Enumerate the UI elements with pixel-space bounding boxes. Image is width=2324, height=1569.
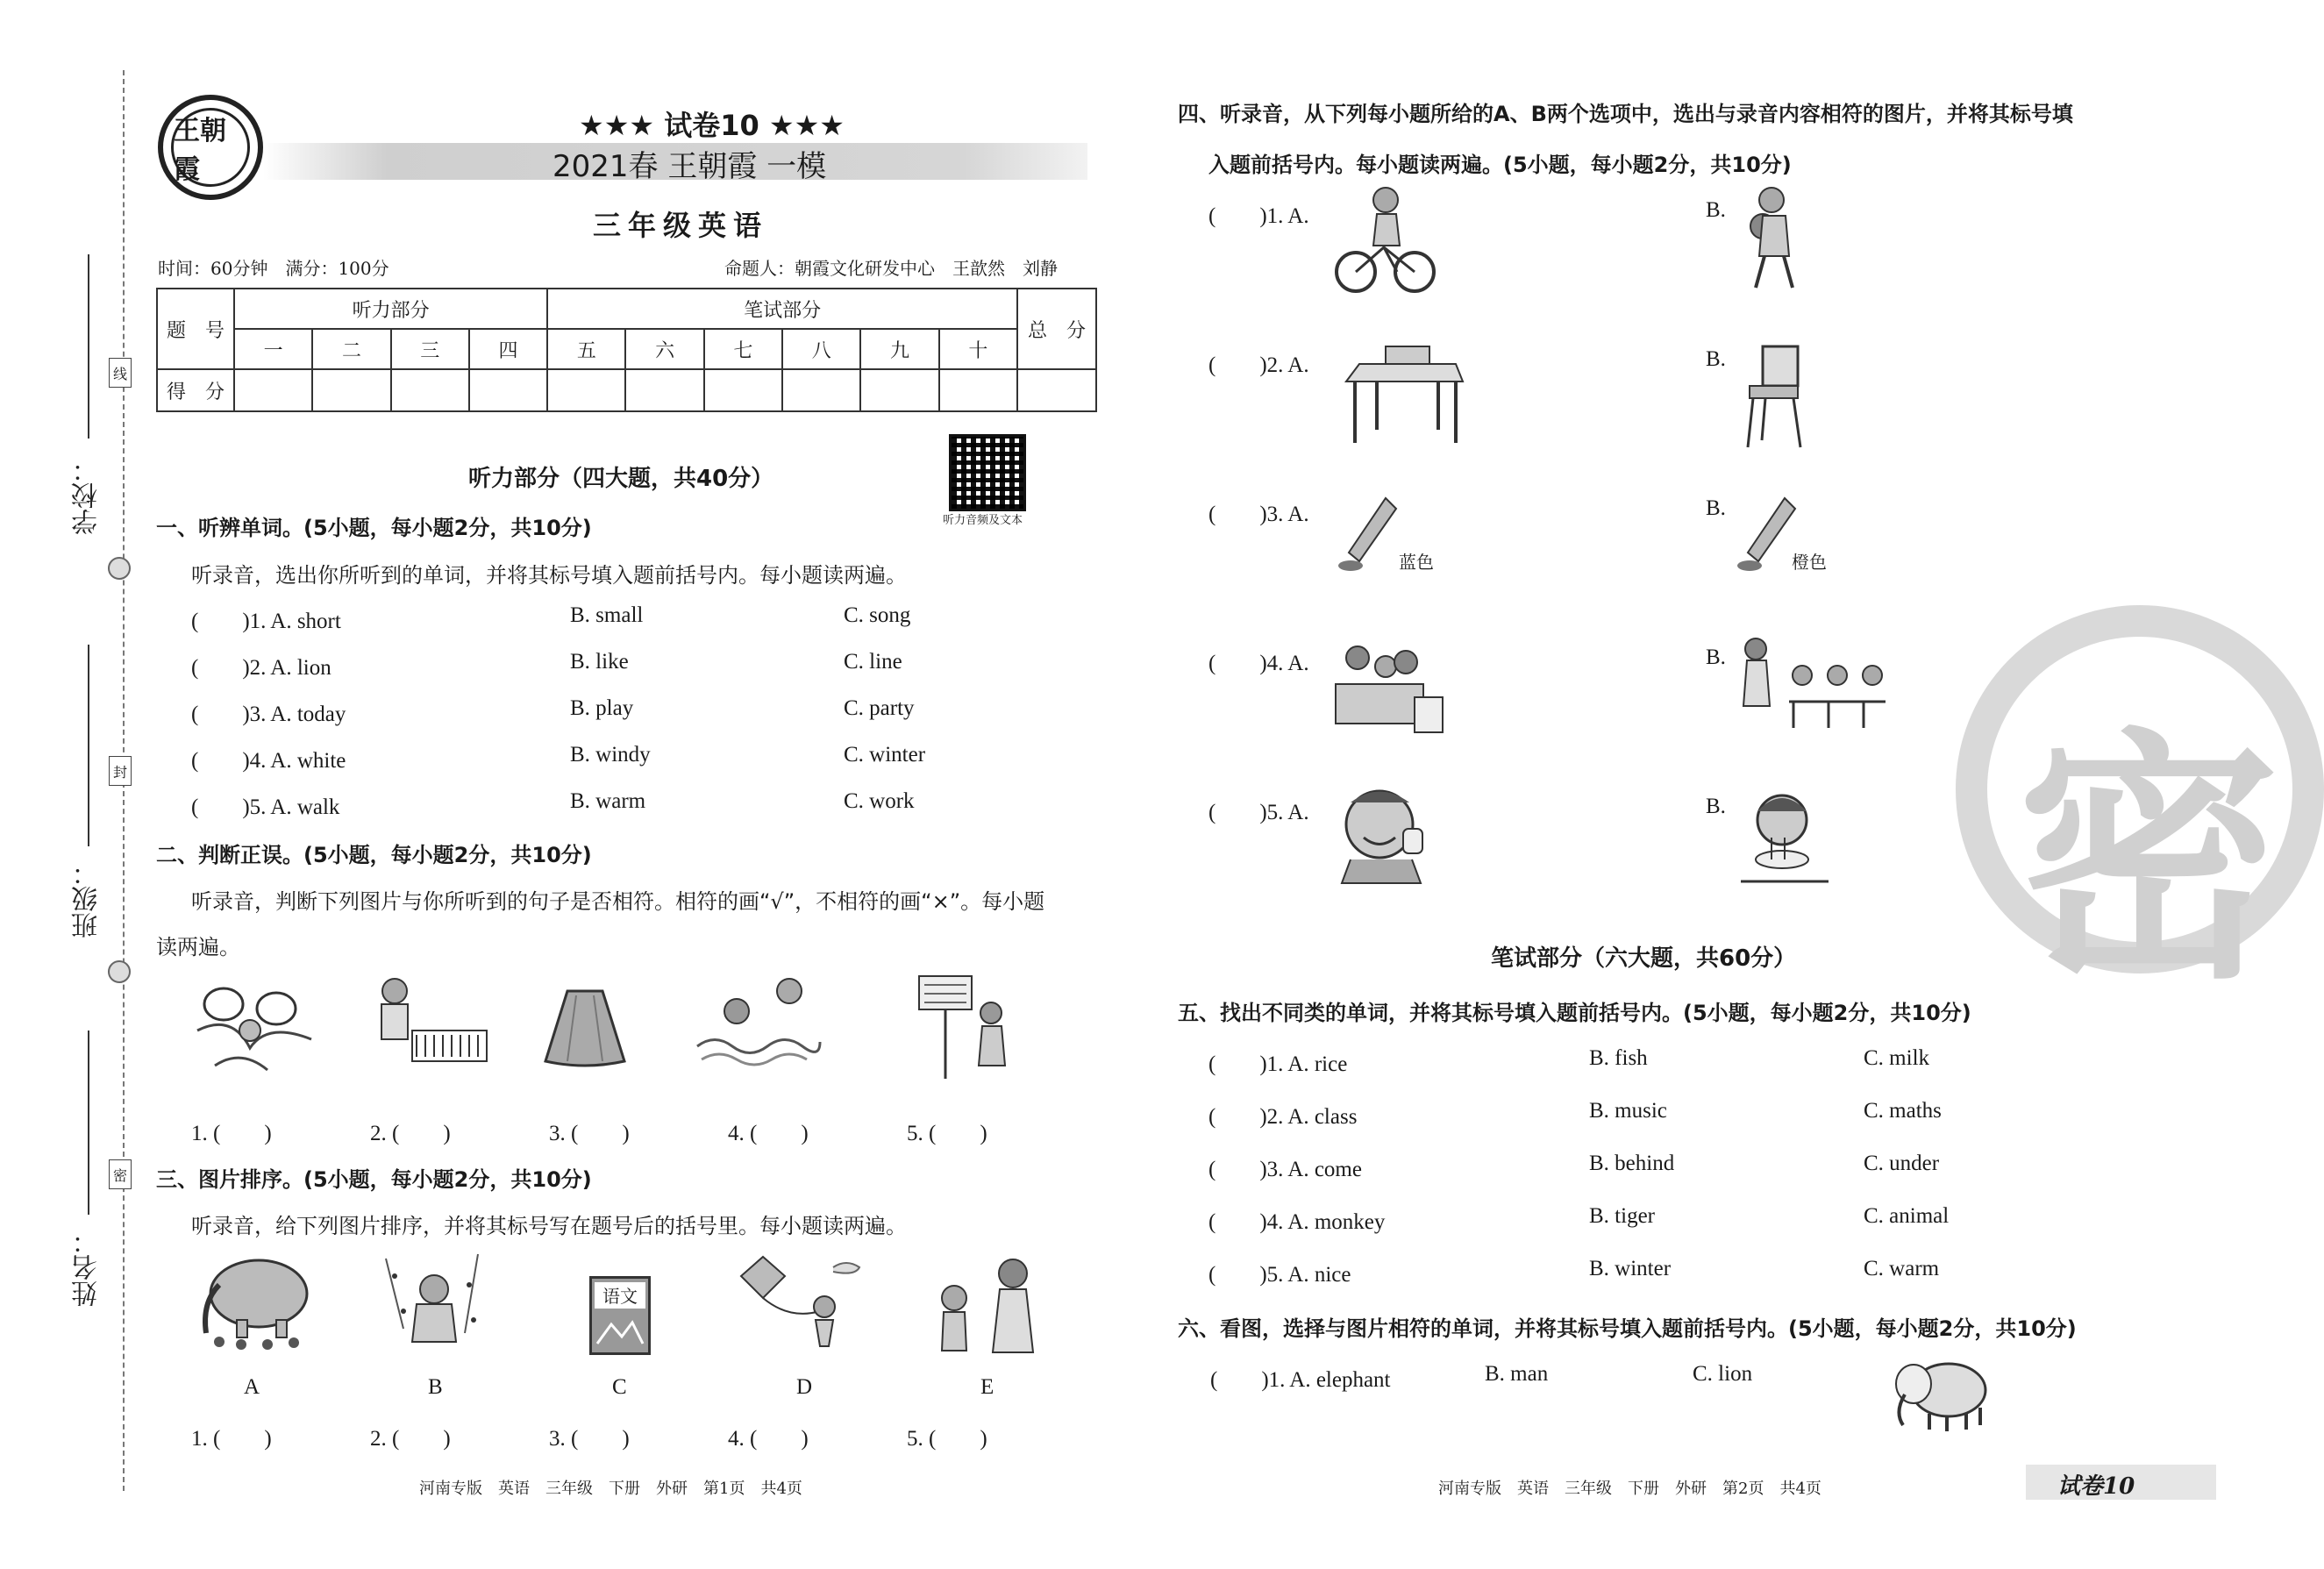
writing-header: 笔试部分 xyxy=(547,289,1017,329)
q1-item-4-option-b[interactable]: B. windy xyxy=(570,743,651,767)
q5-item-1-option-b[interactable]: B. fish xyxy=(1589,1046,1648,1070)
margin-tag-seal: 封 xyxy=(109,756,132,786)
q4-item-3-option-a[interactable]: ( )3. A. xyxy=(1208,503,1309,526)
q4-item-5-option-b[interactable]: B. xyxy=(1706,795,1726,818)
q5-item-5-option-b[interactable]: B. winter xyxy=(1589,1257,1672,1280)
score-cell[interactable] xyxy=(469,369,547,411)
q5-item-3-option-a[interactable]: ( )3. A. come xyxy=(1208,1158,1362,1181)
q2-answer-2[interactable]: 2. ( ) xyxy=(370,1122,451,1145)
name-field-line[interactable] xyxy=(88,1031,89,1215)
snowy-boy-picture xyxy=(377,1250,491,1351)
q5-item-2-option-a[interactable]: ( )2. A. class xyxy=(1208,1105,1358,1129)
score-cell[interactable] xyxy=(391,369,469,411)
skirt-picture xyxy=(537,978,633,1074)
q1-instruction: 听录音，选出你所听到的单词，并将其标号填入题前括号内。每小题读两遍。 xyxy=(191,563,907,588)
binding-hole-icon xyxy=(108,557,131,580)
table-col-10: 十 xyxy=(939,329,1017,369)
class-field-line[interactable] xyxy=(88,645,89,846)
blue-label: 蓝色 xyxy=(1399,552,1434,573)
mother-son-picture xyxy=(930,1254,1044,1355)
q5-title: 五、找出不同类的单词，并将其标号填入题前括号内。(5小题，每小题2分，共10分) xyxy=(1178,1001,1971,1025)
table-col-2: 二 xyxy=(312,329,390,369)
q1-item-3-option-b[interactable]: B. play xyxy=(570,696,634,720)
score-cell[interactable] xyxy=(860,369,938,411)
q5-item-3-option-c[interactable]: C. under xyxy=(1864,1152,1940,1175)
brand-logo xyxy=(158,95,263,200)
q1-item-3-option-a[interactable]: ( )3. A. today xyxy=(191,702,346,726)
footer-right: 河南专版 英语 三年级 下册 外研 第2页 共4页 xyxy=(1438,1480,1821,1498)
score-cell[interactable] xyxy=(939,369,1017,411)
table-col-6: 六 xyxy=(625,329,703,369)
piano-girl-picture xyxy=(360,969,491,1083)
score-cell[interactable] xyxy=(782,369,860,411)
q6-item-1-option-a[interactable]: ( )1. A. elephant xyxy=(1210,1368,1391,1392)
q3-picture-letter-c: C xyxy=(612,1375,627,1399)
q4-item-4-option-a[interactable]: ( )4. A. xyxy=(1208,652,1309,675)
orange-label: 橙色 xyxy=(1792,552,1827,573)
score-cell[interactable] xyxy=(312,369,390,411)
q1-item-5-option-c[interactable]: C. work xyxy=(844,789,915,813)
table-col-3: 三 xyxy=(391,329,469,369)
swimming-picture xyxy=(693,972,824,1073)
q1-item-2-option-c[interactable]: C. line xyxy=(844,650,902,674)
total-score-cell[interactable] xyxy=(1017,369,1096,411)
book-cover-icon xyxy=(592,1309,648,1352)
q3-answer-2[interactable]: 2. ( ) xyxy=(370,1427,451,1451)
time-score: 时间：60分钟 满分：100分 xyxy=(158,258,389,279)
q3-answer-4[interactable]: 4. ( ) xyxy=(728,1427,809,1451)
elephant-picture xyxy=(184,1250,316,1351)
class-label: 班级： xyxy=(72,859,103,938)
listening-header: 听力部分 xyxy=(234,289,547,329)
margin-tag-line: 线 xyxy=(109,358,132,388)
boy-bike-picture xyxy=(1331,184,1436,298)
table-col-5: 五 xyxy=(547,329,625,369)
table-col-4: 四 xyxy=(469,329,547,369)
q1-item-1-option-a[interactable]: ( )1. A. short xyxy=(191,610,341,633)
binding-hole-icon xyxy=(108,960,131,983)
chinese-book-picture xyxy=(589,1276,651,1355)
question-number-label: 题 号 xyxy=(157,289,234,369)
q4-title: 四、听录音，从下列每小题所给的A、B两个选项中，选出与录音内容相符的图片，并将其标号填 xyxy=(1178,102,2073,126)
q4-item-1-option-a[interactable]: ( )1. A. xyxy=(1208,204,1309,228)
listening-section-title: 听力部分（四大题，共40分） xyxy=(468,466,774,492)
q3-answer-1[interactable]: 1. ( ) xyxy=(191,1427,272,1451)
q1-item-4-option-a[interactable]: ( )4. A. white xyxy=(191,749,346,773)
kite-picture xyxy=(737,1250,868,1355)
baby-elephant-picture xyxy=(1886,1351,1995,1434)
boy-noodles-picture xyxy=(1736,785,1833,890)
chair-picture xyxy=(1741,342,1811,452)
q3-answer-3[interactable]: 3. ( ) xyxy=(549,1427,630,1451)
monkeys-picture xyxy=(180,969,320,1083)
q2-answer-1[interactable]: 1. ( ) xyxy=(191,1122,272,1145)
q2-answer-3[interactable]: 3. ( ) xyxy=(549,1122,630,1145)
q1-title: 一、听辨单词。(5小题，每小题2分，共10分) xyxy=(156,516,592,540)
classroom-picture xyxy=(1736,636,1894,737)
table-col-1: 一 xyxy=(234,329,312,369)
q2-title: 二、判断正误。(5小题，每小题2分，共10分) xyxy=(156,843,592,867)
q5-item-3-option-b[interactable]: B. behind xyxy=(1589,1152,1675,1175)
q1-item-5-option-a[interactable]: ( )5. A. walk xyxy=(191,795,340,819)
q5-item-5-option-a[interactable]: ( )5. A. nice xyxy=(1208,1263,1351,1287)
q4-item-2-option-a[interactable]: ( )2. A. xyxy=(1208,353,1309,377)
watermark-seal-char: 密 xyxy=(2017,708,2280,1014)
q1-item-4-option-c[interactable]: C. winter xyxy=(844,743,926,767)
writing-section-title: 笔试部分（六大题，共60分） xyxy=(1491,945,1797,972)
subject-title: 三年级英语 xyxy=(593,209,769,242)
qr-code-icon[interactable] xyxy=(949,434,1026,511)
q5-item-2-option-c[interactable]: C. maths xyxy=(1864,1099,1942,1123)
q2-instruction: 听录音，判断下列图片与你所听到的句子是否相符。相符的画“√”，不相符的画“×”。每小题 xyxy=(191,889,1045,914)
q1-item-2-option-a[interactable]: ( )2. A. lion xyxy=(191,656,331,680)
score-cell[interactable] xyxy=(547,369,625,411)
q5-item-5-option-c[interactable]: C. warm xyxy=(1864,1257,1940,1280)
exam-number: ★★★ 试卷10 ★★★ xyxy=(579,109,845,142)
q2-answer-4[interactable]: 4. ( ) xyxy=(728,1122,809,1145)
book-label: 语文 xyxy=(595,1282,645,1309)
qr-caption: 听力音频及文本 xyxy=(943,514,1023,527)
q4-item-3-option-b[interactable]: B. xyxy=(1706,496,1726,520)
q3-instruction: 听录音，给下列图片排序，并将其标号写在题号后的括号里。每小题读两遍。 xyxy=(191,1214,907,1238)
q2-instruction-cont: 读两遍。 xyxy=(156,935,240,959)
table-col-8: 八 xyxy=(782,329,860,369)
q5-item-4-option-a[interactable]: ( )4. A. monkey xyxy=(1208,1210,1386,1234)
family-tv-picture xyxy=(1331,636,1445,737)
page-tag xyxy=(2026,1465,2216,1500)
school-label: 学校： xyxy=(72,456,103,535)
q1-item-1-option-c[interactable]: C. song xyxy=(844,603,911,627)
boy-eating-picture xyxy=(1337,785,1434,886)
q2-answer-5[interactable]: 5. ( ) xyxy=(907,1122,987,1145)
q1-item-3-option-c[interactable]: C. party xyxy=(844,696,915,720)
score-row-label: 得 分 xyxy=(157,369,234,411)
q4-item-2-option-b[interactable]: B. xyxy=(1706,347,1726,371)
brand-logo-text: 王朝霞 xyxy=(171,108,250,187)
total-label: 总 分 xyxy=(1017,289,1096,369)
q4-item-1-option-b[interactable]: B. xyxy=(1706,198,1726,222)
score-table xyxy=(156,288,1097,412)
table-col-7: 七 xyxy=(704,329,782,369)
bus-stop-picture xyxy=(912,969,1017,1083)
q6-item-1-option-c[interactable]: C. lion xyxy=(1693,1362,1753,1386)
q3-answer-5[interactable]: 5. ( ) xyxy=(907,1427,987,1451)
q4-title-cont: 入题前括号内。每小题读两遍。(5小题，每小题2分，共10分) xyxy=(1208,153,1792,177)
score-cell[interactable] xyxy=(234,369,312,411)
page-tag-text: 试卷10 xyxy=(2057,1473,2135,1500)
score-cell[interactable] xyxy=(704,369,782,411)
q3-title: 三、图片排序。(5小题，每小题2分，共10分) xyxy=(156,1167,592,1192)
blue-paint-picture xyxy=(1333,491,1403,579)
q4-item-5-option-a[interactable]: ( )5. A. xyxy=(1208,801,1309,824)
q3-picture-letter-b: B xyxy=(428,1375,443,1399)
q5-item-1-option-c[interactable]: C. milk xyxy=(1864,1046,1930,1070)
school-field-line[interactable] xyxy=(88,254,89,439)
table-col-9: 九 xyxy=(860,329,938,369)
q5-item-4-option-c[interactable]: C. animal xyxy=(1864,1204,1950,1228)
name-label: 姓名： xyxy=(72,1228,103,1307)
q5-item-2-option-b[interactable]: B. music xyxy=(1589,1099,1667,1123)
margin-tag-secret: 密 xyxy=(109,1159,132,1189)
q5-item-4-option-b[interactable]: B. tiger xyxy=(1589,1204,1655,1228)
q5-item-1-option-a[interactable]: ( )1. A. rice xyxy=(1208,1052,1348,1076)
exam-title: 2021春 王朝霞 一模 xyxy=(552,149,827,184)
boy-basketball-picture xyxy=(1736,184,1815,298)
score-cell[interactable] xyxy=(625,369,703,411)
q1-item-2-option-b[interactable]: B. like xyxy=(570,650,629,674)
desk-picture xyxy=(1342,342,1465,447)
q1-item-5-option-b[interactable]: B. warm xyxy=(570,789,646,813)
q3-picture-letter-a: A xyxy=(244,1375,260,1399)
q3-picture-letter-d: D xyxy=(796,1375,813,1399)
q1-item-1-option-b[interactable]: B. small xyxy=(570,603,644,627)
authors: 命题人：朝霞文化研发中心 王歆然 刘静 xyxy=(724,258,1058,279)
q6-item-1-option-b[interactable]: B. man xyxy=(1485,1362,1549,1386)
footer-left: 河南专版 英语 三年级 下册 外研 第1页 共4页 xyxy=(419,1480,802,1498)
q6-title: 六、看图，选择与图片相符的单词，并将其标号填入题前括号内。(5小题，每小题2分，共10分) xyxy=(1178,1316,2077,1341)
q3-picture-letter-e: E xyxy=(980,1375,994,1399)
q4-item-4-option-b[interactable]: B. xyxy=(1706,645,1726,669)
